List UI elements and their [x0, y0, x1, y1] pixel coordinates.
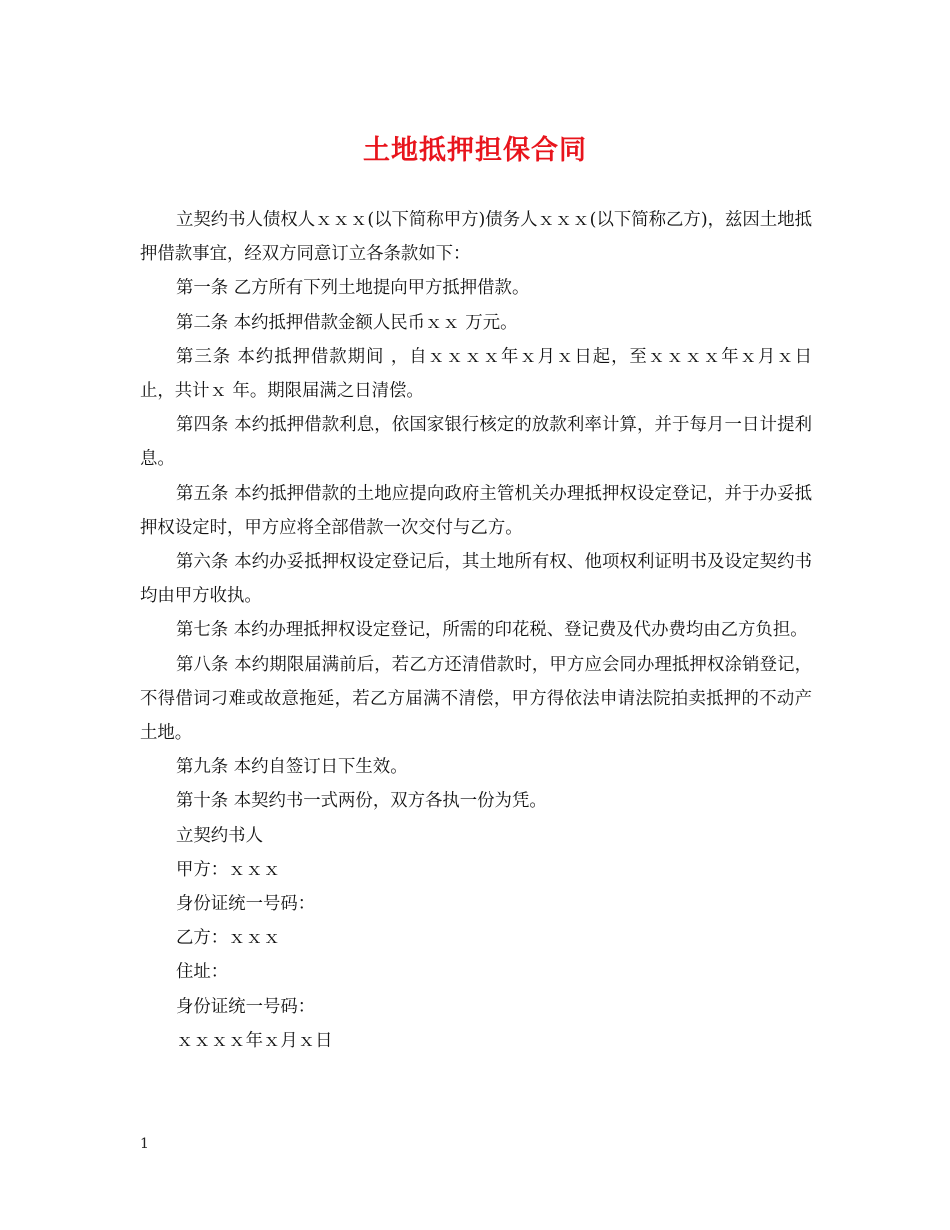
address-line: 住址： — [176, 962, 229, 983]
article-4: 第四条 本约抵押借款利息，依国家银行核定的放款利率计算，并于每月一日计提利息。 — [140, 415, 812, 470]
article-10: 第十条 本契约书一式两份，双方各执一份为凭。 — [176, 791, 547, 812]
date-line: ｘｘｘｘ年ｘ月ｘ日 — [176, 1030, 333, 1051]
article-1: 第一条 乙方所有下列土地提向甲方抵押借款。 — [176, 278, 530, 299]
party-a-id-line: 身份证统一号码： — [176, 894, 316, 915]
page-number: 1 — [140, 1136, 149, 1152]
party-a-line: 甲方：ｘｘｘ — [176, 859, 281, 880]
signatory-heading: 立契约书人 — [176, 825, 263, 846]
document-title: 土地抵押担保合同 — [363, 135, 587, 166]
article-6: 第六条 本约办妥抵押权设定登记后，其土地所有权、他项权利证明书及设定契约书均由甲方收执。 — [140, 552, 812, 607]
article-9: 第九条 本约自签订日下生效。 — [176, 757, 408, 778]
article-7: 第七条 本约办理抵押权设定登记，所需的印花税、登记费及代办费均由乙方负担。 — [176, 620, 808, 641]
preamble-paragraph: 立契约书人债权人ｘｘｘ(以下简称甲方)债务人ｘｘｘ(以下简称乙方)，兹因土地抵押借款事宜，经双方同意订立各条款如下： — [140, 210, 812, 265]
article-3: 第三条 本约抵押借款期间 ，自ｘｘｘｘ年ｘ月ｘ日起，至ｘｘｘｘ年ｘ月ｘ日止，共计ｘ 年。期限届满之日清偿。 — [140, 346, 812, 402]
party-b-id-line: 身份证统一号码： — [176, 996, 316, 1017]
article-8: 第八条 本约期限届满前后，若乙方还清借款时，甲方应会同办理抵押权涂销登记，不得借词刁难或故意拖延，若乙方届满不清偿，甲方得依法申请法院拍卖抵押的不动产土地。 — [140, 654, 812, 744]
article-2: 第二条 本约抵押借款金额人民币ｘｘ 万元。 — [176, 312, 518, 333]
party-b-line: 乙方：ｘｘｘ — [176, 928, 281, 949]
contract-body — [140, 203, 812, 1058]
article-5: 第五条 本约抵押借款的土地应提向政府主管机关办理抵押权设定登记，并于办妥抵押权设定时，甲方应将全部借款一次交付与乙方。 — [140, 483, 812, 538]
signature-block — [140, 819, 812, 1058]
